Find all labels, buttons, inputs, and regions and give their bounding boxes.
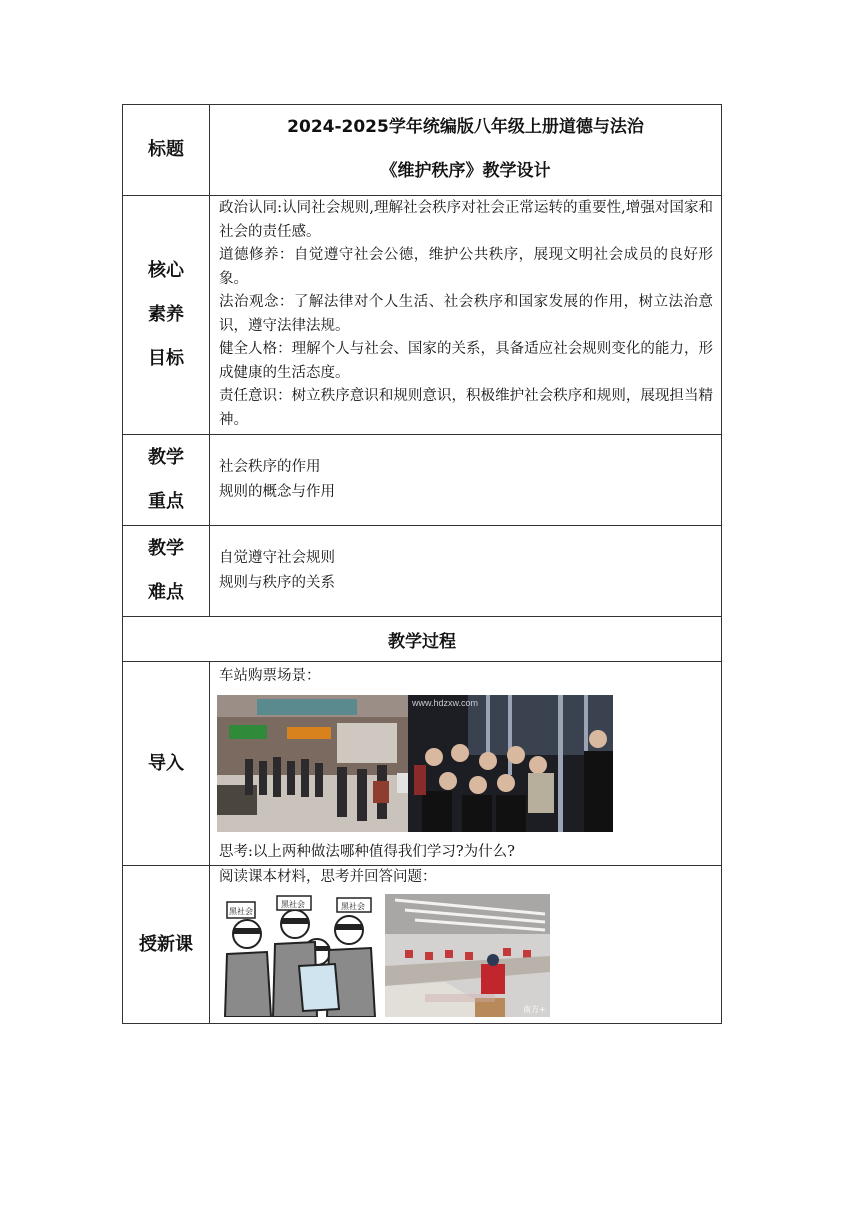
lesson-title xyxy=(210,105,722,196)
intro-question: 思考:以上两种做法哪种值得我们学习?为什么? xyxy=(219,844,515,860)
crowd-pushing-photo xyxy=(408,695,613,832)
title-line-1: 2024-2025学年统编版八年级上册道德与法治 xyxy=(287,117,644,137)
difficulty-item: 自觉遵守社会规则 xyxy=(219,550,335,566)
watermark: www.hdzxw.com xyxy=(412,698,479,708)
cartoon-label: 黑社会 xyxy=(281,900,305,909)
new-lesson-content xyxy=(210,866,722,1024)
new-lesson-row xyxy=(123,866,722,1024)
title-line-2: 《维护秩序》教学设计 xyxy=(380,161,551,181)
goal-law: 法治观念：了解法律对个人生活、社会秩序和国家发展的作用，树立法治意识，遵守法律法规。 xyxy=(219,294,713,334)
intro-row xyxy=(123,662,722,866)
difficulty-item: 规则与秩序的关系 xyxy=(219,575,335,591)
intro-images xyxy=(217,695,721,832)
core-literacy-label: 核心 素养 目标 xyxy=(123,196,210,435)
goal-personality: 健全人格：理解个人与社会、国家的关系，具备适应社会规则变化的能力，形成健康的生活态度。 xyxy=(219,341,713,381)
intro-content xyxy=(210,662,722,866)
difficulty-label: 教学 难点 xyxy=(123,526,210,617)
cartoon-label: 黑社会 xyxy=(229,907,253,916)
factory-workers-photo xyxy=(385,894,550,1017)
photo-watermark: 南方+ xyxy=(523,1005,546,1014)
key-points-content xyxy=(210,435,722,526)
intro-caption: 车站购票场景： xyxy=(219,668,321,684)
orderly-queue-photo xyxy=(217,695,408,832)
core-literacy-content xyxy=(210,196,722,435)
title-row xyxy=(123,105,722,196)
key-points-label: 教学 重点 xyxy=(123,435,210,526)
intro-label: 导入 xyxy=(123,662,210,866)
goal-responsibility: 责任意识：树立秩序意识和规则意识，积极维护社会秩序和规则，展现担当精神。 xyxy=(219,388,713,428)
new-lesson-label: 授新课 xyxy=(123,866,210,1024)
key-points-row xyxy=(123,435,722,526)
title-label: 标题 xyxy=(123,105,210,196)
cartoon-label: 黑社会 xyxy=(341,902,365,911)
gang-cartoon xyxy=(217,894,385,1017)
core-literacy-row xyxy=(123,196,722,435)
key-point-item: 规则的概念与作用 xyxy=(219,484,335,500)
process-header-row xyxy=(123,617,722,662)
key-point-item: 社会秩序的作用 xyxy=(219,459,321,475)
new-lesson-images xyxy=(217,894,721,1017)
lesson-plan-table xyxy=(122,104,722,1024)
new-lesson-caption: 阅读课本材料，思考并回答问题： xyxy=(219,869,437,885)
difficulty-content xyxy=(210,526,722,617)
goal-moral: 道德修养：自觉遵守社会公德，维护公共秩序，展现文明社会成员的良好形象。 xyxy=(219,247,713,287)
goal-political: 政治认同:认同社会规则,理解社会秩序对社会正常运转的重要性,增强对国家和社会的责任感。 xyxy=(219,200,713,240)
process-header: 教学过程 xyxy=(123,617,722,662)
difficulty-row xyxy=(123,526,722,617)
